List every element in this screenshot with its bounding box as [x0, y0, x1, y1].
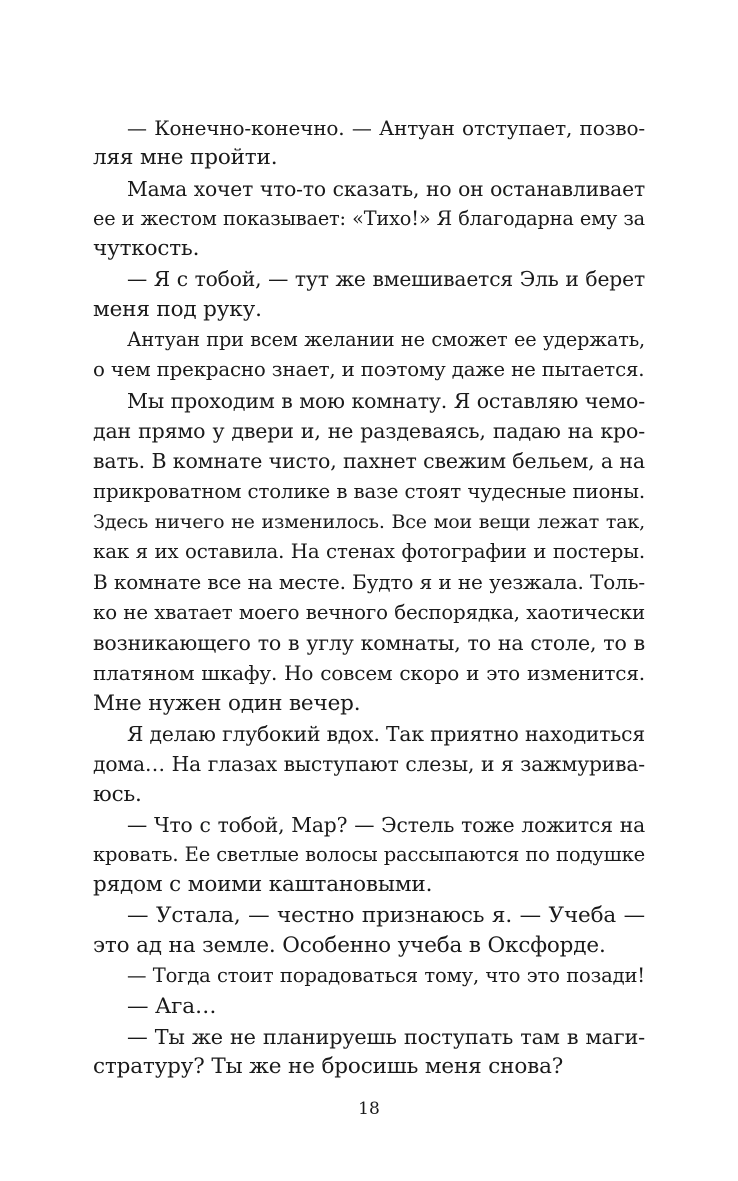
text-line: Я делаю глубокий вдох. Так приятно находиться [127, 721, 645, 746]
text-line: — Ага… [127, 993, 217, 1019]
text-line: платяном шкафу. Но совсем скоро и это изменится. [93, 661, 645, 686]
text-line: рядом с моими каштановыми. [93, 872, 433, 898]
text-line: о чем прекрасно знает, и поэтому даже не пытается. [93, 358, 645, 382]
text-line: — Устала, — честно признаюсь я. — Учеба — [127, 902, 645, 928]
text-line: ее и жестом показывает: «Тихо!» Я благодарна ему за [93, 206, 645, 230]
text-line: — Тогда стоит порадоваться тому, что это позади! [127, 964, 645, 988]
text-line: это ад на земле. Особенно учеба в Оксфорде. [93, 933, 606, 959]
text-line: В комнате все на месте. Будто я и не уезжала. Толь- [93, 570, 645, 595]
text-line: Мне нужен один вечер. [93, 690, 361, 716]
text-line: вать. В комнате чисто, пахнет свежим бельем, а на [93, 449, 645, 474]
text-line: ляя мне пройти. [93, 145, 278, 171]
page-text [93, 113, 645, 1083]
text-line: возникающего то в углу комнаты, то на столе, то в [93, 631, 645, 656]
text-line: прикроватном столике в вазе стоят чудесные пионы. [93, 479, 645, 503]
text-line: Мама хочет что-то сказать, но он останавливает [127, 176, 645, 201]
page-number: 18 [358, 1099, 380, 1119]
text-line: кровать. Ее светлые волосы рассыпаются по подушке [93, 843, 645, 867]
text-line: стратуру? Ты же не бросишь меня снова? [93, 1054, 564, 1080]
text-line: меня под руку. [93, 296, 262, 322]
text-line: как я их оставила. На стенах фотографии и постеры. [93, 540, 645, 564]
text-line: Здесь ничего не изменилось. Все мои вещи лежат так, [93, 510, 645, 533]
text-line: Мы проходим в мою комнату. Я оставляю чемо- [127, 388, 645, 413]
text-line: — Я с тобой, — тут же вмешивается Эль и берет [127, 267, 645, 292]
text-line: — Что с тобой, Мар? — Эстель тоже ложится на [127, 812, 645, 837]
text-line: — Конечно-конечно. — Антуан отступает, позво- [127, 116, 645, 140]
text-line: юсь. [93, 781, 142, 807]
text-line: — Ты же не планируешь поступать там в маги- [127, 1024, 645, 1049]
text-line: чуткость. [93, 236, 200, 262]
text-line: ко не хватает моего вечного беспорядка, хаотически [93, 600, 645, 624]
text-line: дан прямо у двери и, не раздеваясь, падаю на кро- [93, 418, 645, 443]
text-line: Антуан при всем желании не сможет ее удержать, [127, 328, 645, 352]
text-line: дома… На глазах выступают слезы, и я зажмурива- [93, 752, 645, 777]
